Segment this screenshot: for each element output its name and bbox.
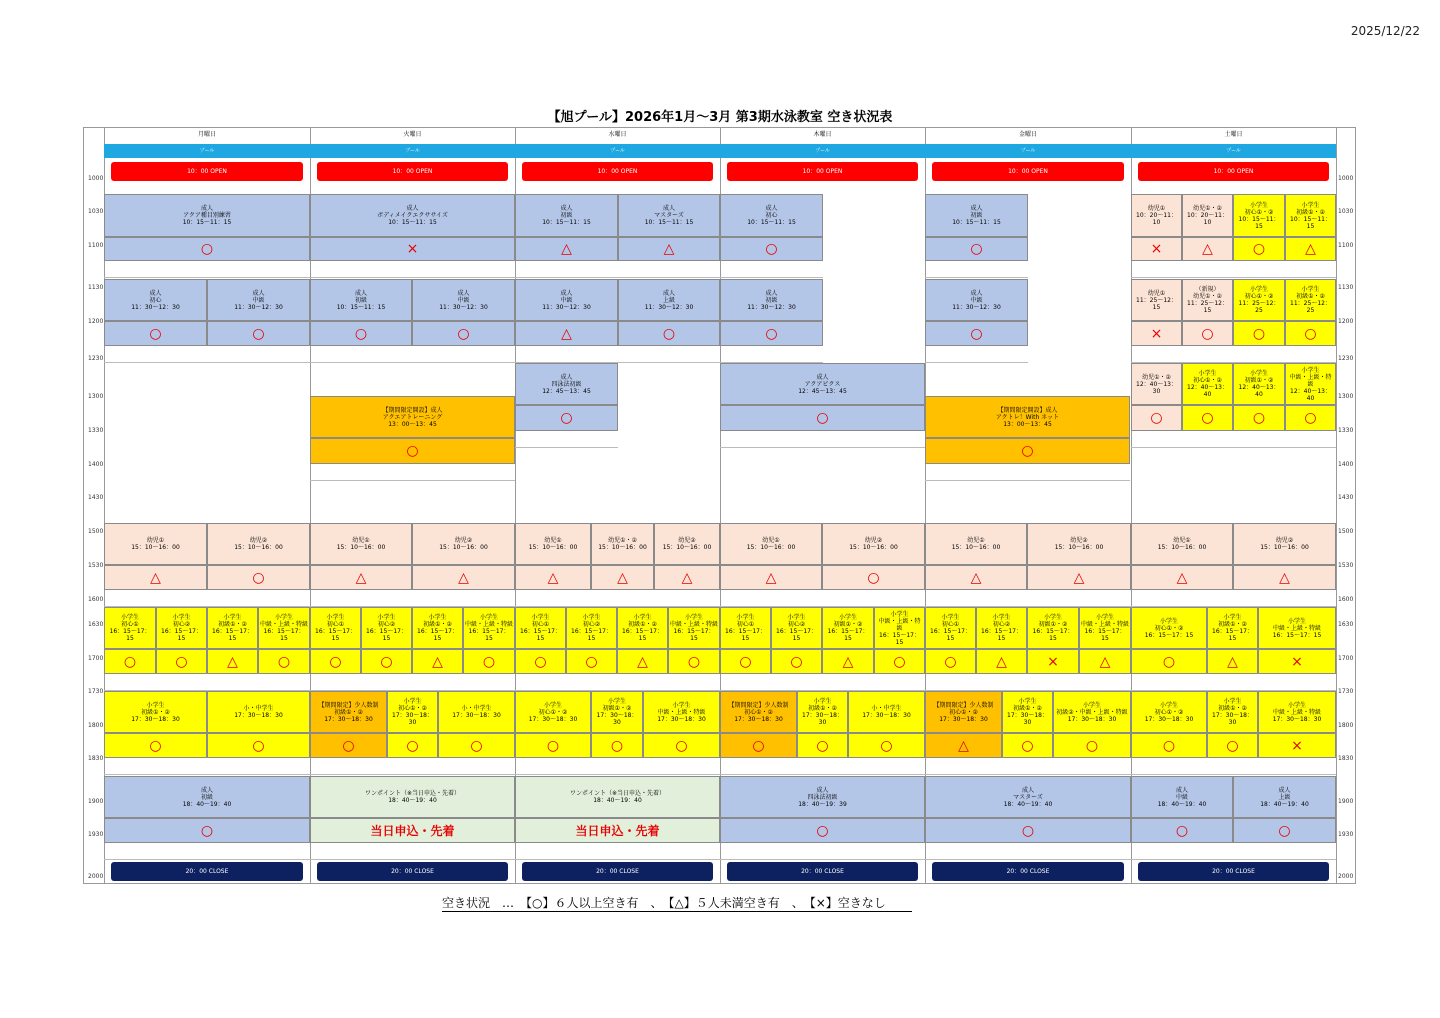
class-cell: 小学生 中級・上級・特級 16：15～17：15 <box>463 607 515 649</box>
class-cell: 小学生 中級・上級・特級 17：30～18：30 <box>643 691 720 733</box>
availability-mark: △ <box>412 649 463 674</box>
time-label-left: 1930 <box>88 831 104 838</box>
close-badge: 20：00 CLOSE <box>932 862 1124 881</box>
time-label-left: 1730 <box>88 688 104 695</box>
row-divider <box>515 447 618 448</box>
availability-mark: △ <box>618 237 720 261</box>
time-label-left: 1800 <box>88 722 104 729</box>
pool-bar: プール <box>925 144 1131 158</box>
page-title: 【旭プール】2026年1月～3月 第3期水泳教室 空き状況表 <box>547 110 893 125</box>
class-cell: 小学生 初級②・中級・上級・特級 17：30～18：30 <box>1053 691 1131 733</box>
class-cell: 小学生 初級①・② 10：15～11：15 <box>1285 194 1336 237</box>
time-label-right: 1330 <box>1338 427 1354 434</box>
availability-mark: ○ <box>797 733 848 758</box>
availability-mark: ○ <box>925 818 1131 843</box>
open-badge: 10：00 OPEN <box>522 162 713 181</box>
time-label-left: 1030 <box>88 208 104 215</box>
row-divider <box>618 362 720 363</box>
class-cell: 幼児② 15：10～16：00 <box>412 523 515 565</box>
availability-mark: △ <box>720 565 822 590</box>
row-divider <box>515 277 618 278</box>
class-cell: 幼児①・② 10：20～11：10 <box>1182 194 1233 237</box>
availability-mark: ○ <box>515 405 618 431</box>
availability-mark: ○ <box>310 733 387 758</box>
availability-mark: ○ <box>1233 405 1285 431</box>
class-cell: 小学生 初心① 16：15～17：15 <box>104 607 156 649</box>
availability-mark: × <box>1258 733 1336 758</box>
availability-mark: × <box>1258 649 1336 674</box>
class-cell: 小学生 初級①・② 16：15～17：15 <box>1207 607 1258 649</box>
availability-mark: △ <box>654 565 720 590</box>
row-divider <box>310 277 515 278</box>
availability-mark: ○ <box>925 438 1130 464</box>
class-cell: 成人 初級 10：15～11：15 <box>925 194 1028 237</box>
row-divider <box>207 362 310 363</box>
class-cell: 小学生 初級①・② 12：40～13：40 <box>1233 363 1285 405</box>
class-cell: 小学生 初級①・② 16：15～17：15 <box>412 607 463 649</box>
availability-mark: ○ <box>207 565 310 590</box>
class-cell: 【期間限定開設】成人 アクトレ！With ネット 13：00～13：45 <box>925 396 1130 438</box>
availability-mark: ○ <box>1233 321 1285 346</box>
availability-mark: △ <box>1207 649 1258 674</box>
availability-mark: △ <box>412 565 515 590</box>
availability-mark: △ <box>310 565 412 590</box>
pool-bar: プール <box>1131 144 1336 158</box>
availability-mark: ○ <box>438 733 515 758</box>
row-divider <box>207 774 310 775</box>
day-header: 月曜日 <box>197 131 216 138</box>
availability-mark: △ <box>925 733 1002 758</box>
class-cell: 小・中学生 17：30～18：30 <box>438 691 515 733</box>
availability-mark: ○ <box>720 405 925 431</box>
class-cell: 成人 四泳法初級 18：40～19：39 <box>720 776 925 818</box>
class-cell: 幼児① 15：10～16：00 <box>515 523 591 565</box>
availability-mark: △ <box>515 321 618 346</box>
class-cell: 小学生 初級①・② 17：30～18：30 <box>104 691 207 733</box>
time-label-right: 1530 <box>1338 562 1354 569</box>
availability-mark: × <box>1131 321 1182 346</box>
availability-mark: △ <box>104 565 207 590</box>
time-label-left: 1900 <box>88 798 104 805</box>
time-label-right: 1400 <box>1338 461 1354 468</box>
availability-mark: ○ <box>104 733 207 758</box>
availability-mark: ○ <box>925 237 1028 261</box>
class-cell: 小・中学生 17：30～18：30 <box>207 691 310 733</box>
class-cell: 小学生 初級①・② 16：15～17：15 <box>1027 607 1079 649</box>
availability-mark: ○ <box>1233 237 1285 261</box>
row-divider <box>310 774 387 775</box>
availability-mark: × <box>1027 649 1079 674</box>
availability-mark: ○ <box>104 237 310 261</box>
availability-mark: ○ <box>387 733 438 758</box>
availability-mark: ○ <box>258 649 310 674</box>
row-divider <box>720 859 925 860</box>
availability-mark: ○ <box>591 733 643 758</box>
availability-mark: △ <box>1131 565 1233 590</box>
availability-mark: ○ <box>1207 733 1258 758</box>
class-cell: （新規） 幼児①・② 11：25～12：15 <box>1182 279 1233 321</box>
class-cell: 幼児① 15：10～16：00 <box>1131 523 1233 565</box>
class-cell: 小学生 初心① 16：15～17：15 <box>925 607 976 649</box>
availability-mark: ○ <box>1131 733 1207 758</box>
row-divider <box>925 774 1002 775</box>
row-divider <box>925 362 1028 363</box>
availability-mark: ○ <box>104 649 156 674</box>
availability-mark: ○ <box>361 649 412 674</box>
row-divider <box>925 480 1130 481</box>
time-label-right: 1100 <box>1338 242 1354 249</box>
class-cell: 成人 上級 18：40～19：40 <box>1233 776 1336 818</box>
availability-mark: ○ <box>848 733 925 758</box>
class-cell: 小学生 初心① 16：15～17：15 <box>515 607 566 649</box>
row-divider <box>643 774 720 775</box>
time-label-right: 2000 <box>1338 873 1354 880</box>
availability-mark: ○ <box>463 649 515 674</box>
availability-mark: ○ <box>925 649 976 674</box>
time-label-right: 1800 <box>1338 722 1354 729</box>
class-cell: 小学生 初心① 16：15～17：15 <box>310 607 361 649</box>
class-cell: 成人 アクアビクス 12：45～13：45 <box>720 363 925 405</box>
time-label-right: 1600 <box>1338 596 1354 603</box>
time-label-right: 1030 <box>1338 208 1354 215</box>
time-label-right: 1130 <box>1338 284 1354 291</box>
class-cell: 成人 中級 11：30～12：30 <box>515 279 618 321</box>
legend: 空き状況 … 【○】６人以上空き有 、 【△】５人未満空き有 、 【×】空きなし <box>442 894 912 912</box>
availability-mark: ○ <box>515 733 591 758</box>
availability-mark: △ <box>822 649 874 674</box>
day-header: 水曜日 <box>608 131 627 138</box>
time-label-left: 1630 <box>88 621 104 628</box>
day-header: 火曜日 <box>403 131 422 138</box>
class-cell: 成人 マスターズ 18：40～19：40 <box>925 776 1131 818</box>
print-date: 2025/12/22 <box>1350 24 1420 38</box>
availability-mark: × <box>1131 237 1182 261</box>
class-cell: 成人 初心 10：15～11：15 <box>720 194 823 237</box>
row-divider <box>1131 447 1182 448</box>
day-header: 木曜日 <box>813 131 832 138</box>
class-cell: 小学生 初心② 16：15～17：15 <box>976 607 1027 649</box>
availability-mark: ○ <box>1182 321 1233 346</box>
class-cell: 小学生 初級①・② 17：30～18：30 <box>797 691 848 733</box>
class-cell: 小学生 初心② 16：15～17：15 <box>771 607 822 649</box>
availability-mark: ○ <box>566 649 617 674</box>
availability-mark: ○ <box>720 818 925 843</box>
time-label-right: 1300 <box>1338 393 1354 400</box>
availability-mark: ○ <box>822 565 925 590</box>
class-cell: 小学生 中級・上級・特級 16：15～17：15 <box>874 607 925 649</box>
availability-mark: ○ <box>1285 405 1336 431</box>
row-divider <box>104 774 207 775</box>
time-label-right: 1630 <box>1338 621 1354 628</box>
class-cell: 成人 中級 11：30～12：30 <box>412 279 515 321</box>
availability-mark: △ <box>1233 565 1336 590</box>
class-cell: 【期間限定】少人数制 初心①・② 17：30～18：30 <box>925 691 1002 733</box>
class-cell: 【期間限定】少人数制 初心①・② 17：30～18：30 <box>720 691 797 733</box>
availability-mark: ○ <box>207 321 310 346</box>
pool-bar: プール <box>104 144 310 158</box>
time-label-right: 1500 <box>1338 528 1354 535</box>
availability-mark: ○ <box>874 649 925 674</box>
class-cell: 小学生 初心①・② 17：30～18：30 <box>515 691 591 733</box>
close-badge: 20：00 CLOSE <box>727 862 918 881</box>
time-label-left: 2000 <box>88 873 104 880</box>
availability-mark: ○ <box>720 237 823 261</box>
class-cell: 小・中学生 17：30～18：30 <box>848 691 925 733</box>
row-divider <box>618 277 720 278</box>
availability-mark: ○ <box>1131 818 1233 843</box>
row-divider <box>1182 447 1233 448</box>
class-cell: 小学生 中級・上級・特級 16：15～17：15 <box>1258 607 1336 649</box>
row-divider <box>412 362 515 363</box>
row-divider <box>925 859 1131 860</box>
class-cell: 幼児①・② 15：10～16：00 <box>591 523 654 565</box>
availability-mark: ○ <box>104 818 310 843</box>
availability-mark: △ <box>207 649 258 674</box>
class-cell: 幼児① 11：25～12：15 <box>1131 279 1182 321</box>
class-cell: 幼児① 15：10～16：00 <box>104 523 207 565</box>
availability-mark: ○ <box>618 321 720 346</box>
class-cell: ワンポイント（※当日申込・先着） 18：40～19：40 <box>515 776 720 818</box>
availability-mark: ○ <box>156 649 207 674</box>
close-badge: 20：00 CLOSE <box>522 862 713 881</box>
class-cell: 幼児① 15：10～16：00 <box>925 523 1027 565</box>
time-label-right: 1200 <box>1338 318 1354 325</box>
row-divider <box>1233 859 1336 860</box>
class-cell: 小学生 中級・上級・特級 12：40～13：40 <box>1285 363 1336 405</box>
availability-mark: △ <box>1027 565 1131 590</box>
class-cell: 小学生 初心② 16：15～17：15 <box>566 607 617 649</box>
availability-mark: ○ <box>1002 733 1053 758</box>
row-divider <box>1233 277 1285 278</box>
column-divider <box>1336 127 1337 884</box>
row-divider <box>310 859 515 860</box>
availability-mark: ○ <box>1131 405 1182 431</box>
row-divider <box>591 774 643 775</box>
availability-mark: ○ <box>925 321 1028 346</box>
class-cell: 成人 中級 11：30～12：30 <box>925 279 1028 321</box>
class-cell: 小学生 初心①・② 16：15～17：15 <box>1131 607 1207 649</box>
availability-mark: 当日申込・先着 <box>310 818 515 843</box>
time-label-left: 1300 <box>88 393 104 400</box>
availability-mark: △ <box>515 565 591 590</box>
class-cell: 小学生 初級①・② 17：30～18：30 <box>1002 691 1053 733</box>
row-divider <box>515 859 720 860</box>
class-cell: 成人 中級 18：40～19：40 <box>1131 776 1233 818</box>
availability-mark: △ <box>1182 237 1233 261</box>
availability-mark: ○ <box>104 321 207 346</box>
availability-mark: ○ <box>668 649 720 674</box>
row-divider <box>925 277 1028 278</box>
day-header: 金曜日 <box>1018 131 1037 138</box>
time-label-left: 1530 <box>88 562 104 569</box>
availability-mark: △ <box>925 565 1027 590</box>
day-header: 土曜日 <box>1224 131 1243 138</box>
availability-mark: △ <box>1079 649 1131 674</box>
row-divider <box>1182 277 1233 278</box>
availability-mark: △ <box>515 237 618 261</box>
row-divider <box>720 277 823 278</box>
row-divider <box>1285 277 1336 278</box>
class-cell: 成人 初級 11：30～12：30 <box>720 279 823 321</box>
class-cell: 小学生 初心①・② 12：40～13：40 <box>1182 363 1233 405</box>
close-badge: 20：00 CLOSE <box>317 862 508 881</box>
close-badge: 20：00 CLOSE <box>1138 862 1329 881</box>
class-cell: 小学生 初級①・② 11：25～12：25 <box>1285 279 1336 321</box>
time-label-left: 1130 <box>88 284 104 291</box>
time-label-right: 1900 <box>1338 798 1354 805</box>
row-divider <box>720 774 797 775</box>
class-cell: 成人 上級 11：30～12：30 <box>618 279 720 321</box>
availability-mark: ○ <box>643 733 720 758</box>
time-label-right: 1430 <box>1338 494 1354 501</box>
time-label-left: 1400 <box>88 461 104 468</box>
time-label-left: 1500 <box>88 528 104 535</box>
availability-mark: △ <box>976 649 1027 674</box>
class-cell: 成人 ボディメイクエクササイズ 10：15～11：15 <box>310 194 515 237</box>
time-label-left: 1200 <box>88 318 104 325</box>
row-divider <box>438 774 515 775</box>
class-cell: 成人 アクア種目別練習 10：15～11：15 <box>104 194 310 237</box>
close-badge: 20：00 CLOSE <box>111 862 303 881</box>
row-divider <box>797 774 848 775</box>
class-cell: 小学生 初心①・② 17：30～18：30 <box>387 691 438 733</box>
row-divider <box>515 774 591 775</box>
open-badge: 10：00 OPEN <box>317 162 508 181</box>
class-cell: 幼児② 15：10～16：00 <box>1027 523 1131 565</box>
row-divider <box>1131 277 1182 278</box>
row-divider <box>104 859 310 860</box>
availability-mark: × <box>310 237 515 261</box>
class-cell: 成人 初級 18：40～19：40 <box>104 776 310 818</box>
class-cell: 幼児① 10：20～11：10 <box>1131 194 1182 237</box>
availability-mark: ○ <box>1285 321 1336 346</box>
time-label-left: 1600 <box>88 596 104 603</box>
class-cell: 小学生 初級①・② 17：30～18：30 <box>1207 691 1258 733</box>
class-cell: 【期間限定】少人数制 初級①・② 17：30～18：30 <box>310 691 387 733</box>
class-cell: 小学生 中級・上級・特級 16：15～17：15 <box>668 607 720 649</box>
row-divider <box>1053 774 1131 775</box>
class-cell: 成人 初心 11：30～12：30 <box>104 279 207 321</box>
class-cell: 小学生 初級①・② 17：30～18：30 <box>591 691 643 733</box>
availability-mark: ○ <box>1053 733 1131 758</box>
class-cell: 幼児① 15：10～16：00 <box>720 523 822 565</box>
class-cell: 小学生 初級①・② 16：15～17：15 <box>617 607 668 649</box>
time-label-right: 1000 <box>1338 175 1354 182</box>
class-cell: 小学生 中級・上級・特級 16：15～17：15 <box>1079 607 1131 649</box>
class-cell: 小学生 中級・上級・特級 17：30～18：30 <box>1258 691 1336 733</box>
open-badge: 10：00 OPEN <box>111 162 303 181</box>
open-badge: 10：00 OPEN <box>932 162 1124 181</box>
availability-mark: △ <box>591 565 654 590</box>
availability-mark: ○ <box>720 733 797 758</box>
row-divider <box>310 480 515 481</box>
time-label-left: 1700 <box>88 655 104 662</box>
row-divider <box>1233 447 1285 448</box>
availability-mark: ○ <box>207 733 310 758</box>
row-divider <box>1285 447 1336 448</box>
availability-mark: ○ <box>412 321 515 346</box>
class-cell: 幼児② 15：10～16：00 <box>207 523 310 565</box>
class-cell: 成人 マスターズ 10：15～11：15 <box>618 194 720 237</box>
time-label-right: 1730 <box>1338 688 1354 695</box>
row-divider <box>848 774 925 775</box>
class-cell: 小学生 初心① 16：15～17：15 <box>720 607 771 649</box>
class-cell: 成人 初級 10：15～11：15 <box>310 279 412 321</box>
open-badge: 10：00 OPEN <box>727 162 918 181</box>
class-cell: 幼児② 15：10～16：00 <box>1233 523 1336 565</box>
row-divider <box>104 277 310 278</box>
class-cell: 幼児② 15：10～16：00 <box>822 523 925 565</box>
class-cell: 小学生 初心② 16：15～17：15 <box>361 607 412 649</box>
time-label-left: 1430 <box>88 494 104 501</box>
row-divider <box>720 447 925 448</box>
pool-bar: プール <box>515 144 720 158</box>
class-cell: 小学生 初級①・② 16：15～17：15 <box>822 607 874 649</box>
row-divider <box>1258 774 1336 775</box>
availability-mark: ○ <box>720 321 823 346</box>
pool-bar: プール <box>310 144 515 158</box>
row-divider <box>1207 774 1258 775</box>
availability-mark: ○ <box>1233 818 1336 843</box>
availability-mark: ○ <box>771 649 822 674</box>
availability-mark: ○ <box>515 649 566 674</box>
open-badge: 10：00 OPEN <box>1138 162 1329 181</box>
pool-bar: プール <box>720 144 925 158</box>
class-cell: 小学生 初心② 16：15～17：15 <box>156 607 207 649</box>
time-label-left: 1100 <box>88 242 104 249</box>
row-divider <box>1131 859 1233 860</box>
time-label-right: 1830 <box>1338 755 1354 762</box>
row-divider <box>1002 774 1053 775</box>
class-cell: 幼児① 15：10～16：00 <box>310 523 412 565</box>
row-divider <box>1131 774 1207 775</box>
class-cell: 成人 中級 11：30～12：30 <box>207 279 310 321</box>
availability-mark: △ <box>1285 237 1336 261</box>
class-cell: 小学生 初級①・② 16：15～17：15 <box>207 607 258 649</box>
row-divider <box>387 774 438 775</box>
time-label-right: 1930 <box>1338 831 1354 838</box>
class-cell: 幼児①・② 12：40～13：30 <box>1131 363 1182 405</box>
time-label-left: 1330 <box>88 427 104 434</box>
class-cell: 成人 初級 10：15～11：15 <box>515 194 618 237</box>
availability-mark: ○ <box>720 649 771 674</box>
class-cell: 小学生 初心①・② 17：30～18：30 <box>1131 691 1207 733</box>
availability-mark: ○ <box>1182 405 1233 431</box>
time-label-left: 1000 <box>88 175 104 182</box>
class-cell: 幼児② 15：10～16：00 <box>654 523 720 565</box>
row-divider <box>310 362 412 363</box>
availability-mark: ○ <box>1131 649 1207 674</box>
row-divider <box>104 362 207 363</box>
time-label-right: 1230 <box>1338 355 1354 362</box>
class-cell: ワンポイント（※当日申込・先着） 18：40～19：40 <box>310 776 515 818</box>
time-label-right: 1700 <box>1338 655 1354 662</box>
availability-mark: ○ <box>310 649 361 674</box>
availability-mark: △ <box>617 649 668 674</box>
availability-mark: ○ <box>310 321 412 346</box>
class-cell: 小学生 初心①・② 10：15～11：15 <box>1233 194 1285 237</box>
time-label-left: 1230 <box>88 355 104 362</box>
class-cell: 成人 四泳法初級 12：45～13：45 <box>515 363 618 405</box>
availability-mark: 当日申込・先着 <box>515 818 720 843</box>
class-cell: 小学生 初心①・② 11：25～12：25 <box>1233 279 1285 321</box>
time-label-left: 1830 <box>88 755 104 762</box>
availability-mark: ○ <box>310 438 515 464</box>
class-cell: 小学生 中級・上級・特級 16：15～17：15 <box>258 607 310 649</box>
class-cell: 【期間限定開設】成人 アクエアトレーニング 13：00～13：45 <box>310 396 515 438</box>
